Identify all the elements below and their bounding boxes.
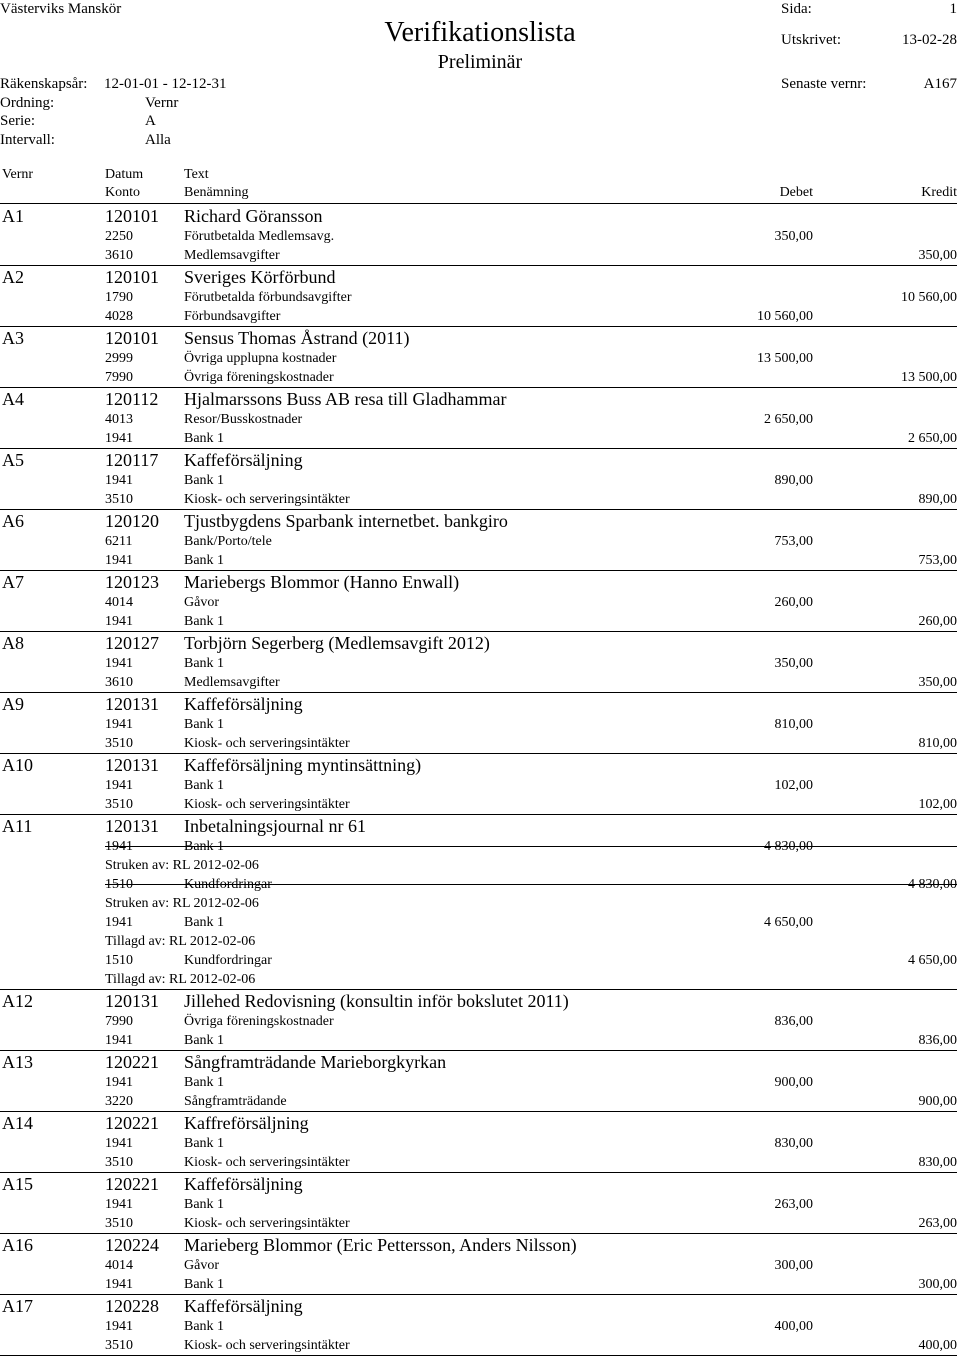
transaction-row xyxy=(0,349,960,368)
transaction-benamning: Bank 1 xyxy=(184,614,225,629)
transaction-benamning: Övriga upplupna kostnader xyxy=(184,351,337,366)
transaction-benamning: Bank 1 xyxy=(184,1075,225,1090)
entry-text: Torbjörn Segerberg (Medlemsavgift 2012) xyxy=(184,633,490,653)
transaction-konto: 1510 xyxy=(105,877,133,892)
transaction-debet: 350,00 xyxy=(774,656,813,671)
transaction-debet: 900,00 xyxy=(774,1075,813,1090)
transaction-kredit: 102,00 xyxy=(918,797,957,812)
transaction-konto: 1510 xyxy=(105,953,133,968)
entry-vernr: A2 xyxy=(2,267,24,287)
transaction-row xyxy=(0,410,960,429)
page-subtitle: Preliminär xyxy=(437,51,523,73)
transaction-konto: 1941 xyxy=(105,431,133,446)
entry-text: Richard Göransson xyxy=(184,206,323,226)
transaction-konto: 1941 xyxy=(105,778,133,793)
column-header-text: Text xyxy=(184,167,209,182)
transaction-benamning: Kiosk- och serveringsintäkter xyxy=(184,1155,350,1170)
transaction-row xyxy=(0,551,960,570)
transaction-benamning: Övriga föreningskostnader xyxy=(184,370,334,385)
transaction-benamning: Förbundsavgifter xyxy=(184,309,281,324)
transaction-benamning: Bank 1 xyxy=(184,778,225,793)
intervall-label: Intervall: xyxy=(0,132,55,148)
entry-text: Mariebergs Blommor (Hanno Enwall) xyxy=(184,572,460,592)
transaction-benamning: Kiosk- och serveringsintäkter xyxy=(184,797,350,812)
entry-text: Jillehed Redovisning (konsultin inför bokslutet 2011) xyxy=(184,991,569,1011)
transaction-konto: 3510 xyxy=(105,1338,133,1353)
ordning-value: Vernr xyxy=(145,95,179,111)
transaction-konto: 3510 xyxy=(105,1155,133,1170)
transaction-konto: 1941 xyxy=(105,1033,133,1048)
transaction-debet: 300,00 xyxy=(774,1258,813,1273)
entry-datum: 120221 xyxy=(105,1052,159,1072)
utskrivet-value: 13-02-28 xyxy=(902,32,957,48)
transaction-row xyxy=(0,1214,960,1233)
transaction-konto: 1941 xyxy=(105,614,133,629)
column-header-debet: Debet xyxy=(779,185,813,200)
rakenskapsar-value: 12-01-01 - 12-12-31 xyxy=(104,76,227,92)
entry-text: Kaffeförsäljning xyxy=(184,1174,303,1194)
transaction-benamning: Kiosk- och serveringsintäkter xyxy=(184,492,350,507)
transaction-kredit: 400,00 xyxy=(918,1338,957,1353)
transaction-konto: 1941 xyxy=(105,1277,133,1292)
entry-vernr: A14 xyxy=(2,1113,33,1133)
entry-note-row xyxy=(0,932,960,951)
transaction-konto: 1941 xyxy=(105,1075,133,1090)
entry-note: Struken av: RL 2012-02-06 xyxy=(105,896,259,911)
transaction-row xyxy=(0,1153,960,1172)
senaste-vernr-label: Senaste vernr: xyxy=(781,76,867,92)
sida-value: 1 xyxy=(949,1,957,17)
transaction-row xyxy=(0,1195,960,1214)
transaction-row xyxy=(0,1317,960,1336)
entry-text: Kaffeförsäljning myntinsättning) xyxy=(184,755,422,775)
entry-datum: 120228 xyxy=(105,1296,159,1316)
transaction-row xyxy=(0,1336,960,1355)
entry-note-row xyxy=(0,856,960,875)
column-header-benamning: Benämning xyxy=(184,185,249,200)
entry-vernr: A10 xyxy=(2,755,33,775)
transaction-kredit: 10 560,00 xyxy=(901,290,957,305)
entry-datum: 120131 xyxy=(105,991,159,1011)
transaction-benamning: Bank 1 xyxy=(184,717,225,732)
entry-text: Kaffeförsäljning xyxy=(184,1296,303,1316)
transaction-debet: 102,00 xyxy=(774,778,813,793)
transaction-konto: 3220 xyxy=(105,1094,133,1109)
ordning-label: Ordning: xyxy=(0,95,55,111)
entry-datum: 120123 xyxy=(105,572,159,592)
transaction-row xyxy=(0,734,960,753)
transaction-benamning: Övriga föreningskostnader xyxy=(184,1014,334,1029)
entry-datum: 120120 xyxy=(105,511,159,531)
transaction-kredit: 260,00 xyxy=(918,614,957,629)
intervall-value: Alla xyxy=(145,132,171,148)
transaction-row xyxy=(0,1031,960,1050)
entry-vernr: A9 xyxy=(2,694,24,714)
transaction-debet: 263,00 xyxy=(774,1197,813,1212)
entry-vernr: A16 xyxy=(2,1235,33,1255)
entry-header-row xyxy=(0,205,960,227)
entry-text: Sveriges Körförbund xyxy=(184,267,336,287)
transaction-debet: 260,00 xyxy=(774,595,813,610)
transaction-konto: 1941 xyxy=(105,1197,133,1212)
entry-header-row xyxy=(0,388,960,410)
transaction-benamning: Bank 1 xyxy=(184,1197,225,1212)
entry-datum: 120101 xyxy=(105,206,159,226)
transaction-row xyxy=(0,1134,960,1153)
transaction-debet: 2 650,00 xyxy=(764,412,813,427)
entry-datum: 120131 xyxy=(105,694,159,714)
transaction-konto: 1941 xyxy=(105,656,133,671)
entry-datum: 120117 xyxy=(105,450,159,470)
transaction-row xyxy=(0,612,960,631)
transaction-row xyxy=(0,951,960,970)
transaction-benamning: Kundfordringar xyxy=(184,877,272,892)
entry-header-row xyxy=(0,693,960,715)
transaction-benamning: Förutbetalda förbundsavgifter xyxy=(184,290,352,305)
transaction-row xyxy=(0,429,960,448)
transaction-konto: 4014 xyxy=(105,1258,133,1273)
entry-vernr: A17 xyxy=(2,1296,33,1316)
transaction-kredit: 263,00 xyxy=(918,1216,957,1231)
transaction-konto: 1790 xyxy=(105,290,133,305)
entry-datum: 120101 xyxy=(105,328,159,348)
transaction-benamning: Bank/Porto/tele xyxy=(184,534,272,549)
entry-header-row xyxy=(0,754,960,776)
transaction-debet: 836,00 xyxy=(774,1014,813,1029)
serie-value: A xyxy=(145,113,156,129)
transaction-row xyxy=(0,875,960,894)
entry-header-row xyxy=(0,815,960,837)
entry-header-row xyxy=(0,510,960,532)
transaction-kredit: 350,00 xyxy=(918,675,957,690)
transaction-kredit: 13 500,00 xyxy=(901,370,957,385)
transaction-benamning: Sångframträdande xyxy=(184,1094,287,1109)
transaction-benamning: Kundfordringar xyxy=(184,953,272,968)
transaction-konto: 1941 xyxy=(105,473,133,488)
transaction-row xyxy=(0,654,960,673)
transaction-konto: 4014 xyxy=(105,595,133,610)
transaction-kredit: 890,00 xyxy=(918,492,957,507)
entry-text: Inbetalningsjournal nr 61 xyxy=(184,816,366,836)
transaction-benamning: Gåvor xyxy=(184,1258,219,1273)
transaction-benamning: Bank 1 xyxy=(184,473,225,488)
transaction-benamning: Resor/Busskostnader xyxy=(184,412,303,427)
transaction-konto: 3610 xyxy=(105,675,133,690)
entry-header-row xyxy=(0,449,960,471)
transaction-kredit: 350,00 xyxy=(918,248,957,263)
transaction-row xyxy=(0,227,960,246)
transaction-konto: 1941 xyxy=(105,915,133,930)
entry-header-row xyxy=(0,327,960,349)
transaction-kredit: 4 830,00 xyxy=(908,877,957,892)
transaction-konto: 7990 xyxy=(105,1014,133,1029)
sida-label: Sida: xyxy=(781,1,812,17)
transaction-debet: 10 560,00 xyxy=(757,309,813,324)
transaction-debet: 4 650,00 xyxy=(764,915,813,930)
transaction-debet: 13 500,00 xyxy=(757,351,813,366)
transaction-konto: 1941 xyxy=(105,717,133,732)
entry-note: Struken av: RL 2012-02-06 xyxy=(105,858,259,873)
transaction-benamning: Bank 1 xyxy=(184,1033,225,1048)
transaction-benamning: Kiosk- och serveringsintäkter xyxy=(184,1216,350,1231)
transaction-benamning: Bank 1 xyxy=(184,1136,225,1151)
entry-note: Tillagd av: RL 2012-02-06 xyxy=(105,972,256,987)
transaction-row xyxy=(0,368,960,387)
transaction-konto: 2999 xyxy=(105,351,133,366)
transaction-debet: 810,00 xyxy=(774,717,813,732)
transaction-konto: 1941 xyxy=(105,839,133,854)
transaction-row xyxy=(0,532,960,551)
column-header-datum: Datum xyxy=(105,167,144,182)
entry-text: Marieberg Blommor (Eric Pettersson, Anders Nilsson) xyxy=(184,1235,577,1255)
transaction-row xyxy=(0,246,960,265)
transaction-debet: 4 830,00 xyxy=(764,839,813,854)
entry-vernr: A8 xyxy=(2,633,24,653)
entry-vernr: A3 xyxy=(2,328,24,348)
transaction-kredit: 753,00 xyxy=(918,553,957,568)
entry-text: Kaffreförsäljning xyxy=(184,1113,309,1133)
transaction-kredit: 300,00 xyxy=(918,1277,957,1292)
transaction-row xyxy=(0,776,960,795)
strikethrough-line xyxy=(105,884,957,885)
page-title: Verifikationslista xyxy=(384,17,576,48)
transaction-kredit: 900,00 xyxy=(918,1094,957,1109)
transaction-kredit: 810,00 xyxy=(918,736,957,751)
column-header-vernr: Vernr xyxy=(2,167,34,182)
transaction-row xyxy=(0,1275,960,1294)
entry-header-row xyxy=(0,632,960,654)
entry-note-row xyxy=(0,970,960,989)
entry-vernr: A6 xyxy=(2,511,24,531)
serie-label: Serie: xyxy=(0,113,35,129)
transaction-konto: 3510 xyxy=(105,492,133,507)
entry-vernr: A13 xyxy=(2,1052,33,1072)
transaction-konto: 3510 xyxy=(105,797,133,812)
entry-datum: 120131 xyxy=(105,816,159,836)
transaction-row xyxy=(0,913,960,932)
transaction-kredit: 830,00 xyxy=(918,1155,957,1170)
transaction-konto: 1941 xyxy=(105,1136,133,1151)
entry-datum: 120131 xyxy=(105,755,159,775)
transaction-benamning: Medlemsavgifter xyxy=(184,675,280,690)
entry-text: Sensus Thomas Åstrand (2011) xyxy=(184,328,410,348)
entry-datum: 120127 xyxy=(105,633,159,653)
transaction-konto: 6211 xyxy=(105,534,133,549)
transaction-konto: 4028 xyxy=(105,309,133,324)
transaction-row xyxy=(0,471,960,490)
transaction-benamning: Bank 1 xyxy=(184,1277,225,1292)
entry-header-row xyxy=(0,1234,960,1256)
entry-separator xyxy=(0,1355,957,1356)
transaction-benamning: Bank 1 xyxy=(184,915,225,930)
entry-header-row xyxy=(0,1112,960,1134)
transaction-benamning: Bank 1 xyxy=(184,839,225,854)
transaction-konto: 3510 xyxy=(105,1216,133,1231)
transaction-row xyxy=(0,673,960,692)
utskrivet-label: Utskrivet: xyxy=(781,32,841,48)
transaction-row xyxy=(0,837,960,856)
transaction-kredit: 4 650,00 xyxy=(908,953,957,968)
transaction-kredit: 2 650,00 xyxy=(908,431,957,446)
entry-vernr: A4 xyxy=(2,389,24,409)
rakenskapsar-label: Räkenskapsår: xyxy=(0,76,88,92)
transaction-benamning: Förutbetalda Medlemsavg. xyxy=(184,229,335,244)
transaction-debet: 400,00 xyxy=(774,1319,813,1334)
entry-header-row xyxy=(0,1051,960,1073)
transaction-debet: 350,00 xyxy=(774,229,813,244)
entry-vernr: A1 xyxy=(2,206,24,226)
entry-vernr: A5 xyxy=(2,450,24,470)
entry-note-row xyxy=(0,894,960,913)
transaction-row xyxy=(0,288,960,307)
entry-text: Kaffeförsäljning xyxy=(184,694,303,714)
entry-text: Tjustbygdens Sparbank internetbet. bankgiro xyxy=(184,511,508,531)
transaction-konto: 4013 xyxy=(105,412,133,427)
entry-datum: 120221 xyxy=(105,1174,159,1194)
strikethrough-line xyxy=(105,846,957,847)
transaction-row xyxy=(0,1092,960,1111)
entry-header-row xyxy=(0,1295,960,1317)
entry-vernr: A12 xyxy=(2,991,33,1011)
transaction-row xyxy=(0,1073,960,1092)
transaction-konto: 2250 xyxy=(105,229,133,244)
senaste-vernr-value: A167 xyxy=(923,76,957,92)
entry-vernr: A15 xyxy=(2,1174,33,1194)
transaction-benamning: Gåvor xyxy=(184,595,219,610)
entry-header-row xyxy=(0,1173,960,1195)
transaction-benamning: Bank 1 xyxy=(184,553,225,568)
transaction-benamning: Bank 1 xyxy=(184,1319,225,1334)
transaction-benamning: Bank 1 xyxy=(184,431,225,446)
entry-text: Hjalmarssons Buss AB resa till Gladhammar xyxy=(184,389,507,409)
transaction-debet: 753,00 xyxy=(774,534,813,549)
transaction-benamning: Medlemsavgifter xyxy=(184,248,280,263)
transaction-benamning: Bank 1 xyxy=(184,656,225,671)
entry-datum: 120112 xyxy=(105,389,159,409)
transaction-row xyxy=(0,795,960,814)
transaction-konto: 1941 xyxy=(105,1319,133,1334)
entry-text: Kaffeförsäljning xyxy=(184,450,303,470)
transaction-row xyxy=(0,593,960,612)
entry-datum: 120224 xyxy=(105,1235,159,1255)
entry-header-row xyxy=(0,990,960,1012)
transaction-row xyxy=(0,1012,960,1031)
transaction-kredit: 836,00 xyxy=(918,1033,957,1048)
transaction-row xyxy=(0,715,960,734)
entry-datum: 120221 xyxy=(105,1113,159,1133)
column-header-kredit: Kredit xyxy=(921,185,957,200)
transaction-konto: 1941 xyxy=(105,553,133,568)
column-header-konto: Konto xyxy=(105,185,140,200)
entry-vernr: A11 xyxy=(2,816,33,836)
transaction-debet: 830,00 xyxy=(774,1136,813,1151)
transaction-row xyxy=(0,307,960,326)
entry-datum: 120101 xyxy=(105,267,159,287)
transaction-benamning: Kiosk- och serveringsintäkter xyxy=(184,1338,350,1353)
transaction-konto: 3610 xyxy=(105,248,133,263)
entry-text: Sångframträdande Marieborgkyrkan xyxy=(184,1052,447,1072)
transaction-row xyxy=(0,490,960,509)
transaction-row xyxy=(0,1256,960,1275)
organization-name: Västerviks Manskör xyxy=(0,1,122,17)
transaction-konto: 7990 xyxy=(105,370,133,385)
transaction-konto: 3510 xyxy=(105,736,133,751)
entry-header-row xyxy=(0,571,960,593)
transaction-debet: 890,00 xyxy=(774,473,813,488)
entry-header-row xyxy=(0,266,960,288)
entry-note: Tillagd av: RL 2012-02-06 xyxy=(105,934,256,949)
entry-vernr: A7 xyxy=(2,572,24,592)
transaction-benamning: Kiosk- och serveringsintäkter xyxy=(184,736,350,751)
